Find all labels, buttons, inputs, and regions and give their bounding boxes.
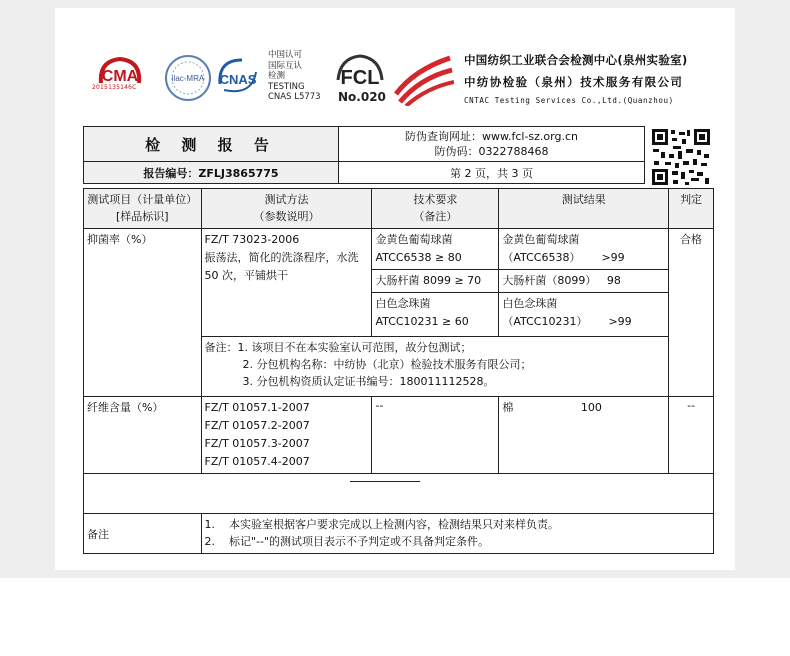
report-title: 检 测 报 告 xyxy=(84,127,339,162)
header-result: 测试结果 xyxy=(499,189,669,229)
blank-row xyxy=(84,474,714,514)
antibacterial-note: 备注：1. 该项目不在本实验室认可范围，故分包测试； 2. 分包机构名称：中纺协（北京）检验技术服务有限公司； 3. 分包机构资质认定证书编号：180011112528。 xyxy=(201,337,669,397)
report-number: 报告编号：ZFLJ3865775 xyxy=(84,162,339,184)
fiber-item: 纤维含量（%） xyxy=(84,397,202,474)
report-header-table xyxy=(83,126,645,184)
page-info: 第 2 页，共 3 页 xyxy=(339,162,645,184)
cnas-logo xyxy=(212,54,262,100)
ilac-mra-logo xyxy=(163,53,213,103)
requirement-candida: 白色念珠菌 ATCC10231 ≥ 60 xyxy=(372,293,499,337)
remarks-content: 1. 本实验室根据客户要求完成以上检测内容，检测结果只对来样负责。 2. 标记"--"的测试项目表示不予判定或不具备判定条件。 xyxy=(201,514,713,554)
results-table xyxy=(83,188,714,554)
result-candida: 白色念珠菌 （ATCC10231） >99 xyxy=(499,293,669,337)
end-separator-line xyxy=(350,481,420,482)
result-ecoli: 大肠杆菌（8099） 98 xyxy=(499,270,669,293)
fiber-requirement: -- xyxy=(372,397,499,474)
fiber-name: 棉 xyxy=(502,401,514,414)
cnas-accreditation-text: 中国认可 国际互认 检测 TESTING CNAS L5773 xyxy=(268,50,321,102)
header-verdict: 判定 xyxy=(669,189,714,229)
cma-code: 2015135146C xyxy=(92,84,137,91)
cntac-emblem-logo xyxy=(392,50,454,106)
fiber-methods: FZ/T 01057.1-2007 FZ/T 01057.2-2007 FZ/T 01057.3-2007 FZ/T 01057.4-2007 xyxy=(201,397,372,474)
fiber-verdict: -- xyxy=(669,397,714,474)
fiber-value: 100 xyxy=(580,401,602,414)
fiber-result xyxy=(499,397,669,474)
remarks-label: 备注 xyxy=(84,514,202,554)
organization-name: 中国纺织工业联合会检测中心(泉州实验室) 中纺协检验（泉州）技术服务有限公司 CNTAC Testing Services Co.,Ltd.(Quanzhou) xyxy=(464,53,688,105)
cma-logo xyxy=(95,53,145,101)
requirement-staph: 金黄色葡萄球菌 ATCC6538 ≥ 80 xyxy=(372,229,499,270)
fcl-number: No.020 xyxy=(338,90,386,104)
anti-fake-info: 防伪查询网址：www.fcl-sz.org.cn 防伪码：0322788468 xyxy=(339,127,645,162)
svg-text:CMA: CMA xyxy=(101,68,139,85)
header-requirement: 技术要求 （备注） xyxy=(372,189,499,229)
header-item: 测试项目（计量单位） [样品标识] xyxy=(84,189,202,229)
svg-text:ilac-MRA: ilac-MRA xyxy=(171,74,205,83)
header-method: 测试方法 （参数说明） xyxy=(201,189,372,229)
svg-text:CNAS: CNAS xyxy=(219,72,257,87)
antibacterial-verdict: 合格 xyxy=(669,229,714,397)
qr-code xyxy=(651,128,711,186)
result-staph: 金黄色葡萄球菌 （ATCC6538） >99 xyxy=(499,229,669,270)
requirement-ecoli: 大肠杆菌 8099 ≥ 70 xyxy=(372,270,499,293)
antibacterial-method: FZ/T 73023-2006 振荡法，简化的洗涤程序，水洗 50 次，平铺烘干 xyxy=(201,229,372,337)
antibacterial-item: 抑菌率（%） xyxy=(84,229,202,397)
svg-text:FCL: FCL xyxy=(340,67,380,89)
